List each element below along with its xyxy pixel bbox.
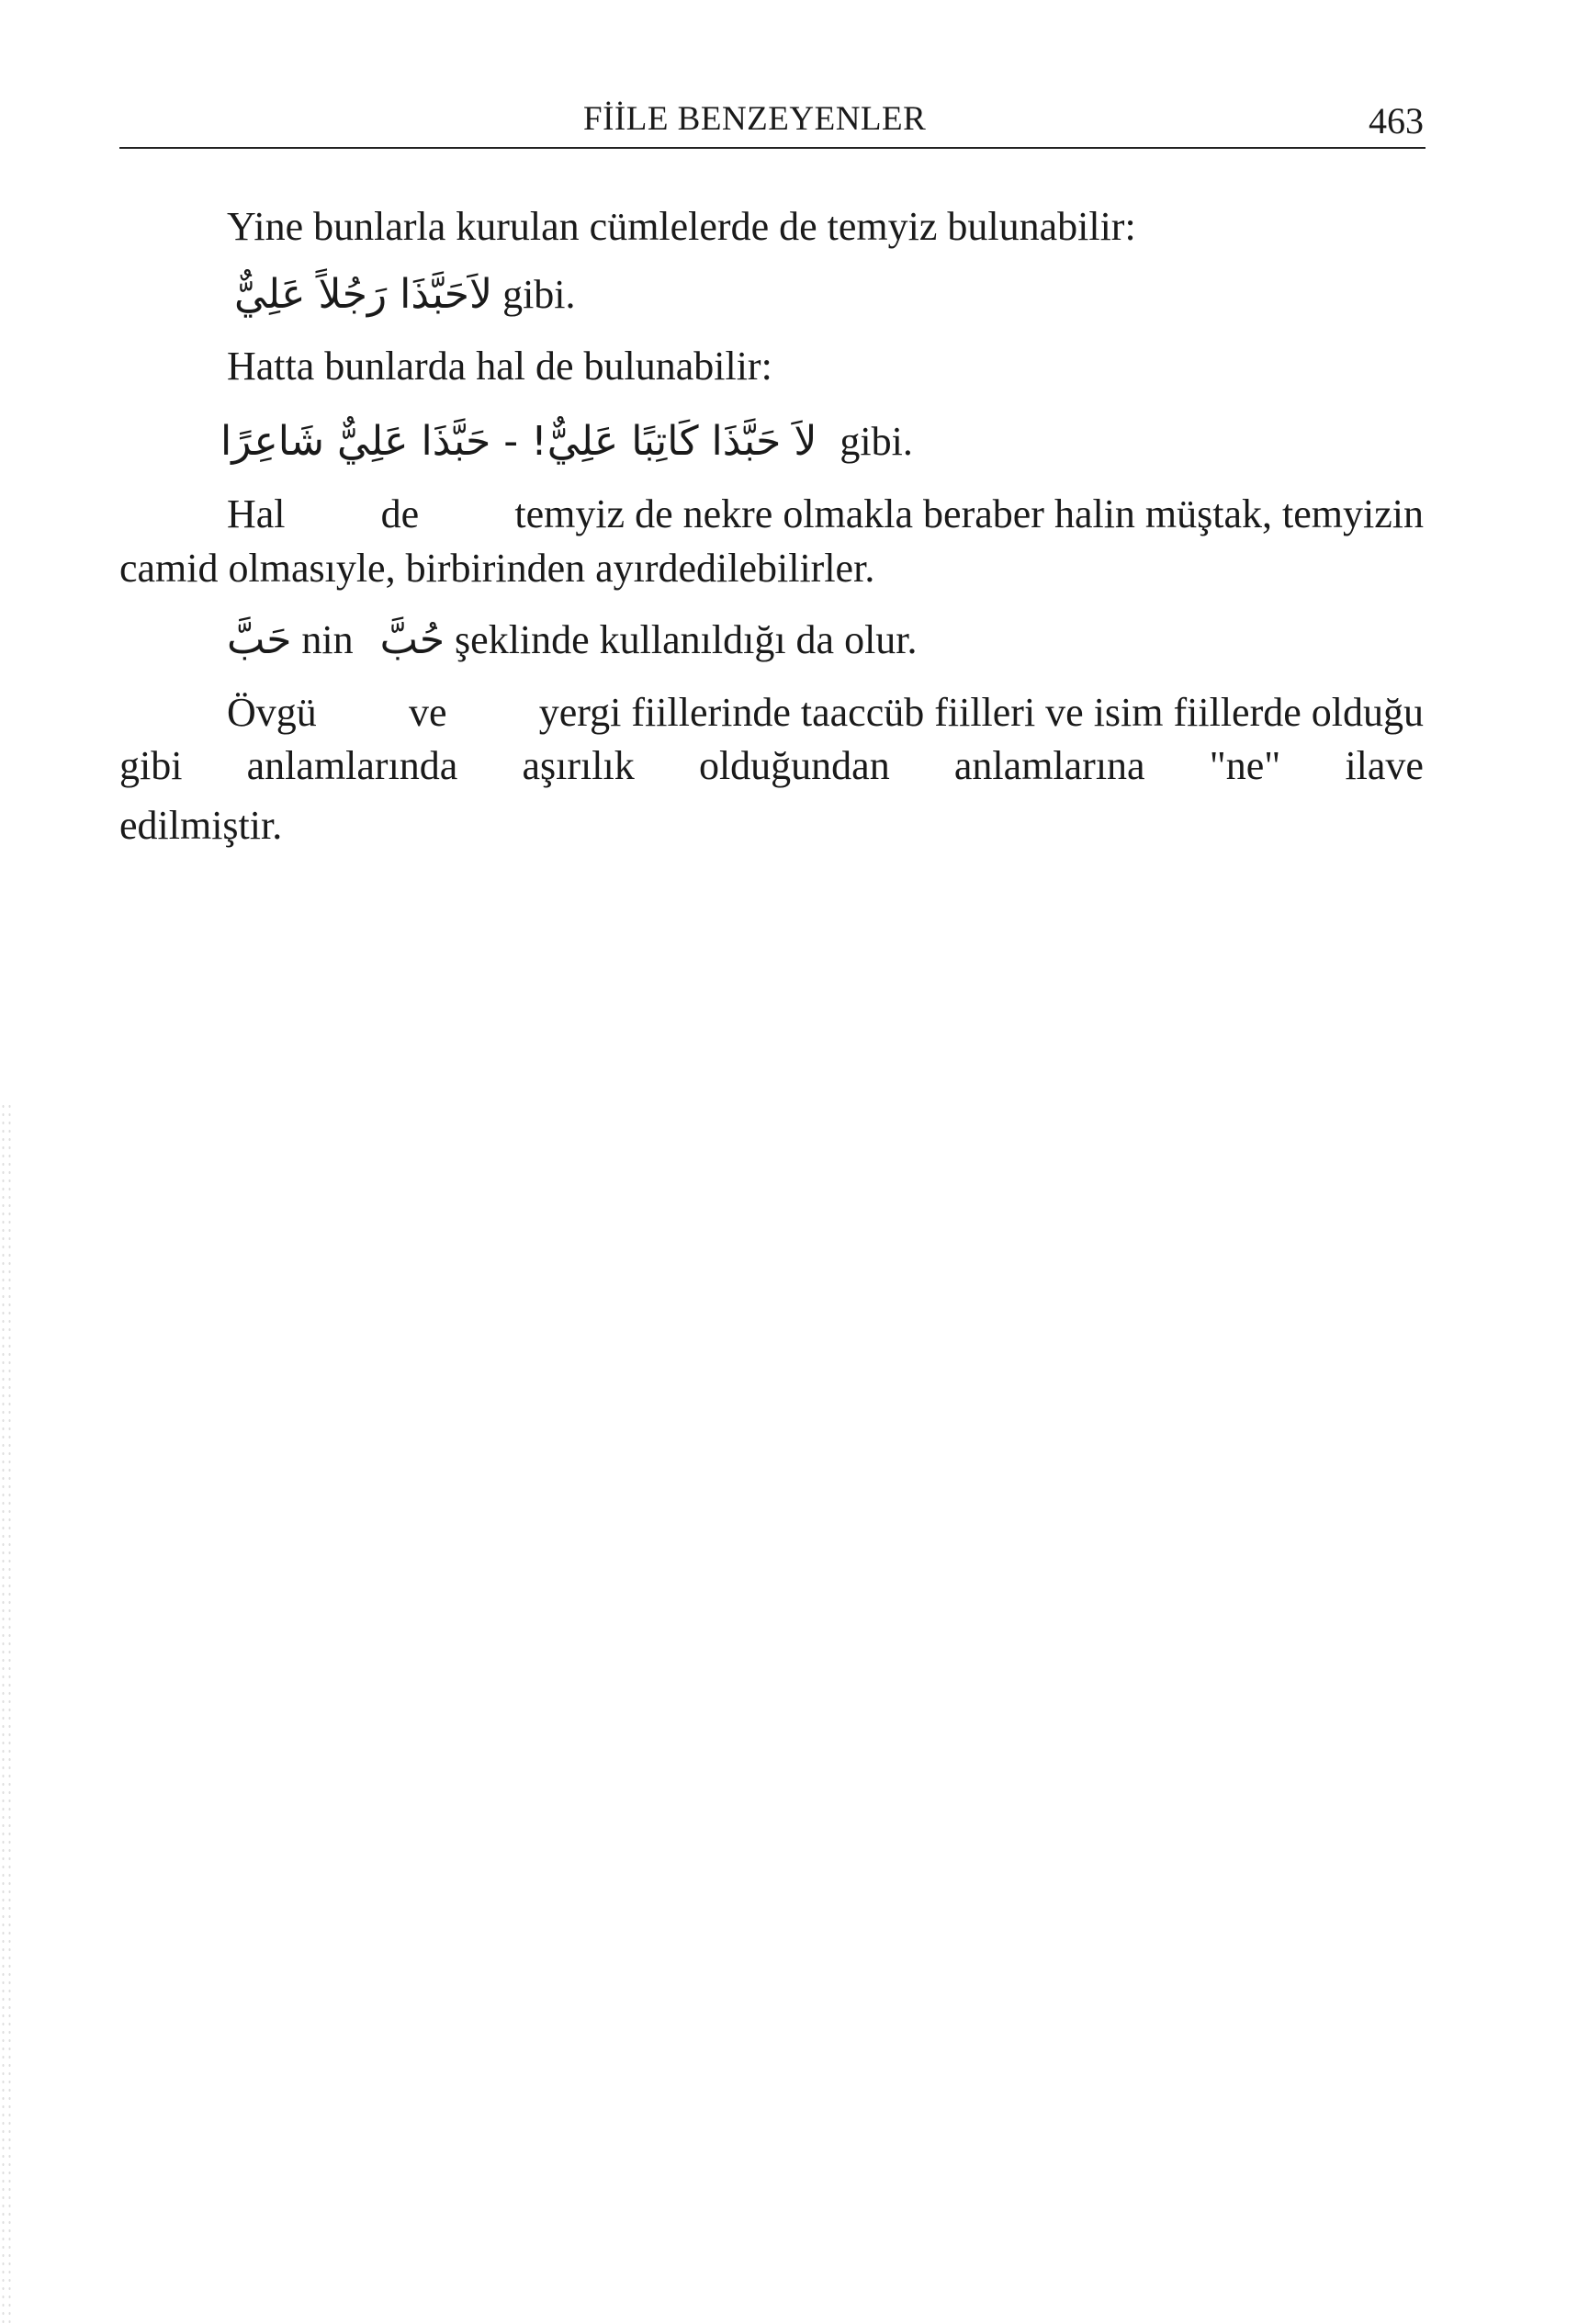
example-suffix: gibi. <box>840 419 913 464</box>
word: Övgü <box>227 690 317 735</box>
paragraph-text: şeklinde kullanıldığı da olur. <box>455 617 918 662</box>
arabic-word: حَبَّ <box>227 616 292 663</box>
paragraph-text: camid olmasıyle, birbirinden ayırdedilebilirler. <box>119 546 875 591</box>
arabic-example: لاَ حَبَّذَا كَاتِبًا عَلِيٌّ! - حَبَّذَا عَلِيٌّ شَاعِرًا <box>220 418 817 465</box>
word: anlamlarına <box>953 743 1145 788</box>
paragraph-text: Yine bunlarla kurulan cümlelerde de temyiz bulunabilir: <box>227 204 1136 249</box>
paragraph-hal-temyiz-line2 <box>119 542 874 595</box>
word: gibi <box>119 743 183 788</box>
page-number: 463 <box>1369 100 1424 141</box>
word: nin <box>301 617 354 662</box>
paragraph-temyiz-intro <box>227 200 1136 254</box>
arabic-word: حُبَّ <box>379 616 445 663</box>
paragraph-hubbe <box>227 614 918 667</box>
example-suffix: gibi. <box>502 272 576 317</box>
example-temyiz <box>234 268 576 322</box>
word: anlamlarında <box>246 743 458 788</box>
paragraph-hal-intro <box>227 340 772 393</box>
scan-margin-noise <box>0 1102 13 2324</box>
word: aşırılık <box>522 743 635 788</box>
running-header <box>119 99 1424 149</box>
arabic-example: لاَحَبَّذَا رَجُلاً عَلِيٌّ <box>234 271 493 318</box>
word: "ne" <box>1209 743 1281 788</box>
paragraph-text: edilmiştir. <box>119 803 283 848</box>
chapter-title: FİİLE BENZEYENLER <box>583 100 927 138</box>
word: temyiz de nekre olmakla beraber halin müştak, temyizin <box>514 491 1424 536</box>
paragraph-text: Hatta bunlarda hal de bulunabilir: <box>227 344 772 389</box>
example-hal <box>220 415 913 468</box>
word: olduğundan <box>698 743 890 788</box>
paragraph-ovgu-line1 <box>227 686 1424 739</box>
word: de <box>380 491 420 536</box>
paragraph-hal-temyiz-line1 <box>227 488 1424 541</box>
word: Hal <box>227 491 286 536</box>
header-rule <box>119 147 1426 149</box>
word: ilave <box>1345 743 1424 788</box>
word: yergi fiillerinde taaccüb fiilleri ve isim fiillerde olduğu <box>538 690 1424 735</box>
word: ve <box>409 690 447 735</box>
paragraph-ovgu-line3 <box>119 799 282 852</box>
paragraph-ovgu-line2 <box>119 739 1424 793</box>
